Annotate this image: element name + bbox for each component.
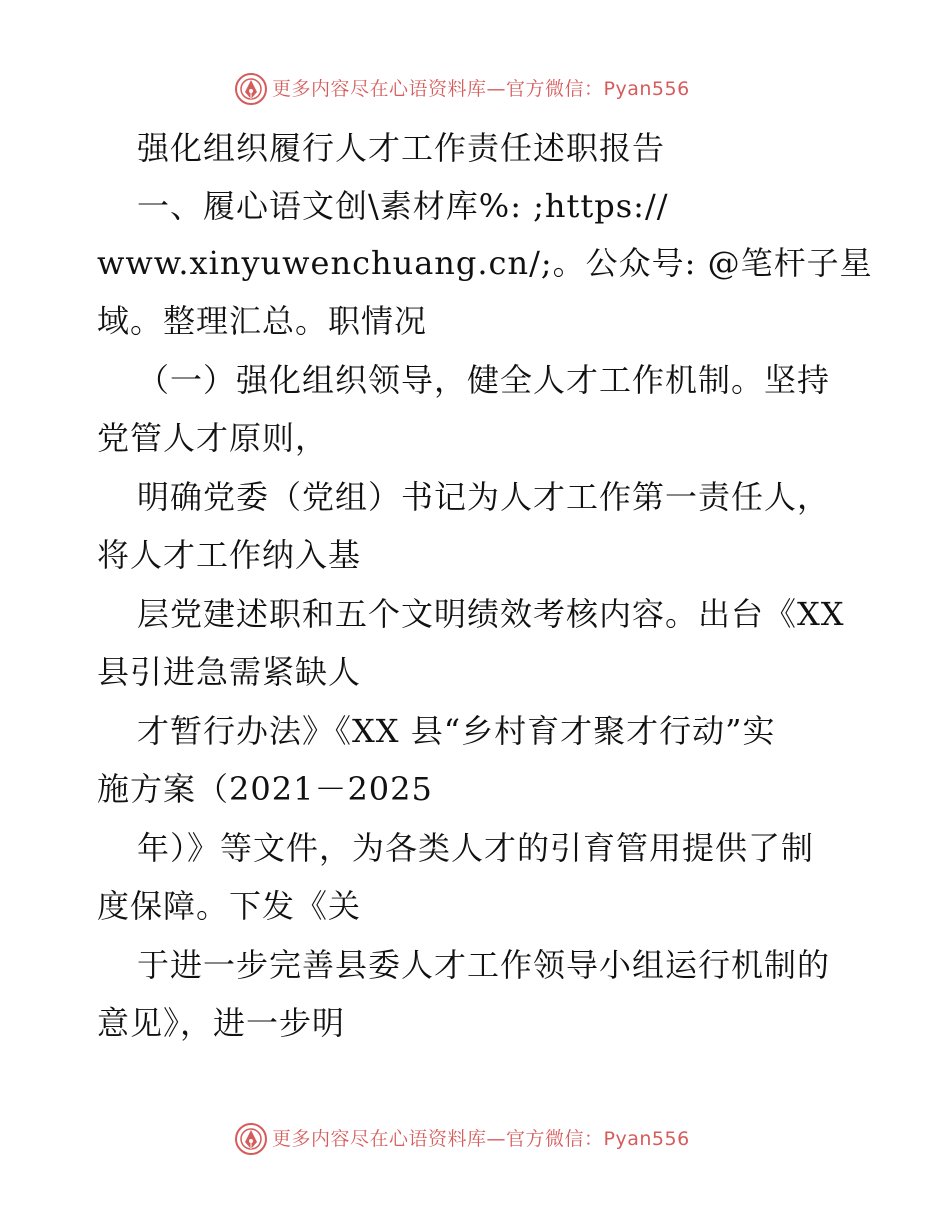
document-line: 才暂行办法》《XX 县“乡村育才聚才行动”实 (137, 712, 776, 750)
document-line: 层党建述职和五个文明绩效考核内容。出台《XX (137, 595, 845, 633)
document-line: 意见》，进一步明 (97, 1004, 346, 1042)
document-line: www.xinyuwenchuang.cn/;。公众号: @笔杆子星 (97, 244, 873, 282)
header-banner-text: 更多内容尽在心语资料库—官方微信：Pyan556 (272, 78, 690, 100)
header-banner (0, 70, 950, 110)
pen-nib-logo-icon (234, 72, 268, 106)
document-line: 施方案（2021－2025 (97, 770, 433, 808)
document-line: 域。整理汇总。职情况 (97, 302, 428, 340)
document-line: 将人才工作纳入基 (97, 536, 362, 574)
document-title: 强化组织履行人才工作责任述职报告 (137, 129, 666, 167)
footer-banner (0, 1120, 950, 1160)
document-line: 于进一步完善县委人才工作领导小组运行机制的 (137, 946, 831, 984)
document-line: 一、履心语文创\素材库%: ;https:// (137, 187, 669, 225)
document-line: 县引进急需紧缺人 (97, 653, 362, 691)
document-line: 年）》等文件，为各类人才的引育管用提供了制 (137, 829, 815, 867)
document-line: （一）强化组织领导，健全人才工作机制。坚持 (137, 361, 831, 399)
pen-nib-logo-icon (234, 1122, 268, 1156)
document-line: 度保障。下发《关 (97, 887, 362, 925)
document-line: 党管人才原则， (97, 419, 329, 457)
document-line: 明确党委（党组）书记为人才工作第一责任人， (137, 478, 831, 516)
footer-banner-text: 更多内容尽在心语资料库—官方微信：Pyan556 (272, 1128, 690, 1150)
